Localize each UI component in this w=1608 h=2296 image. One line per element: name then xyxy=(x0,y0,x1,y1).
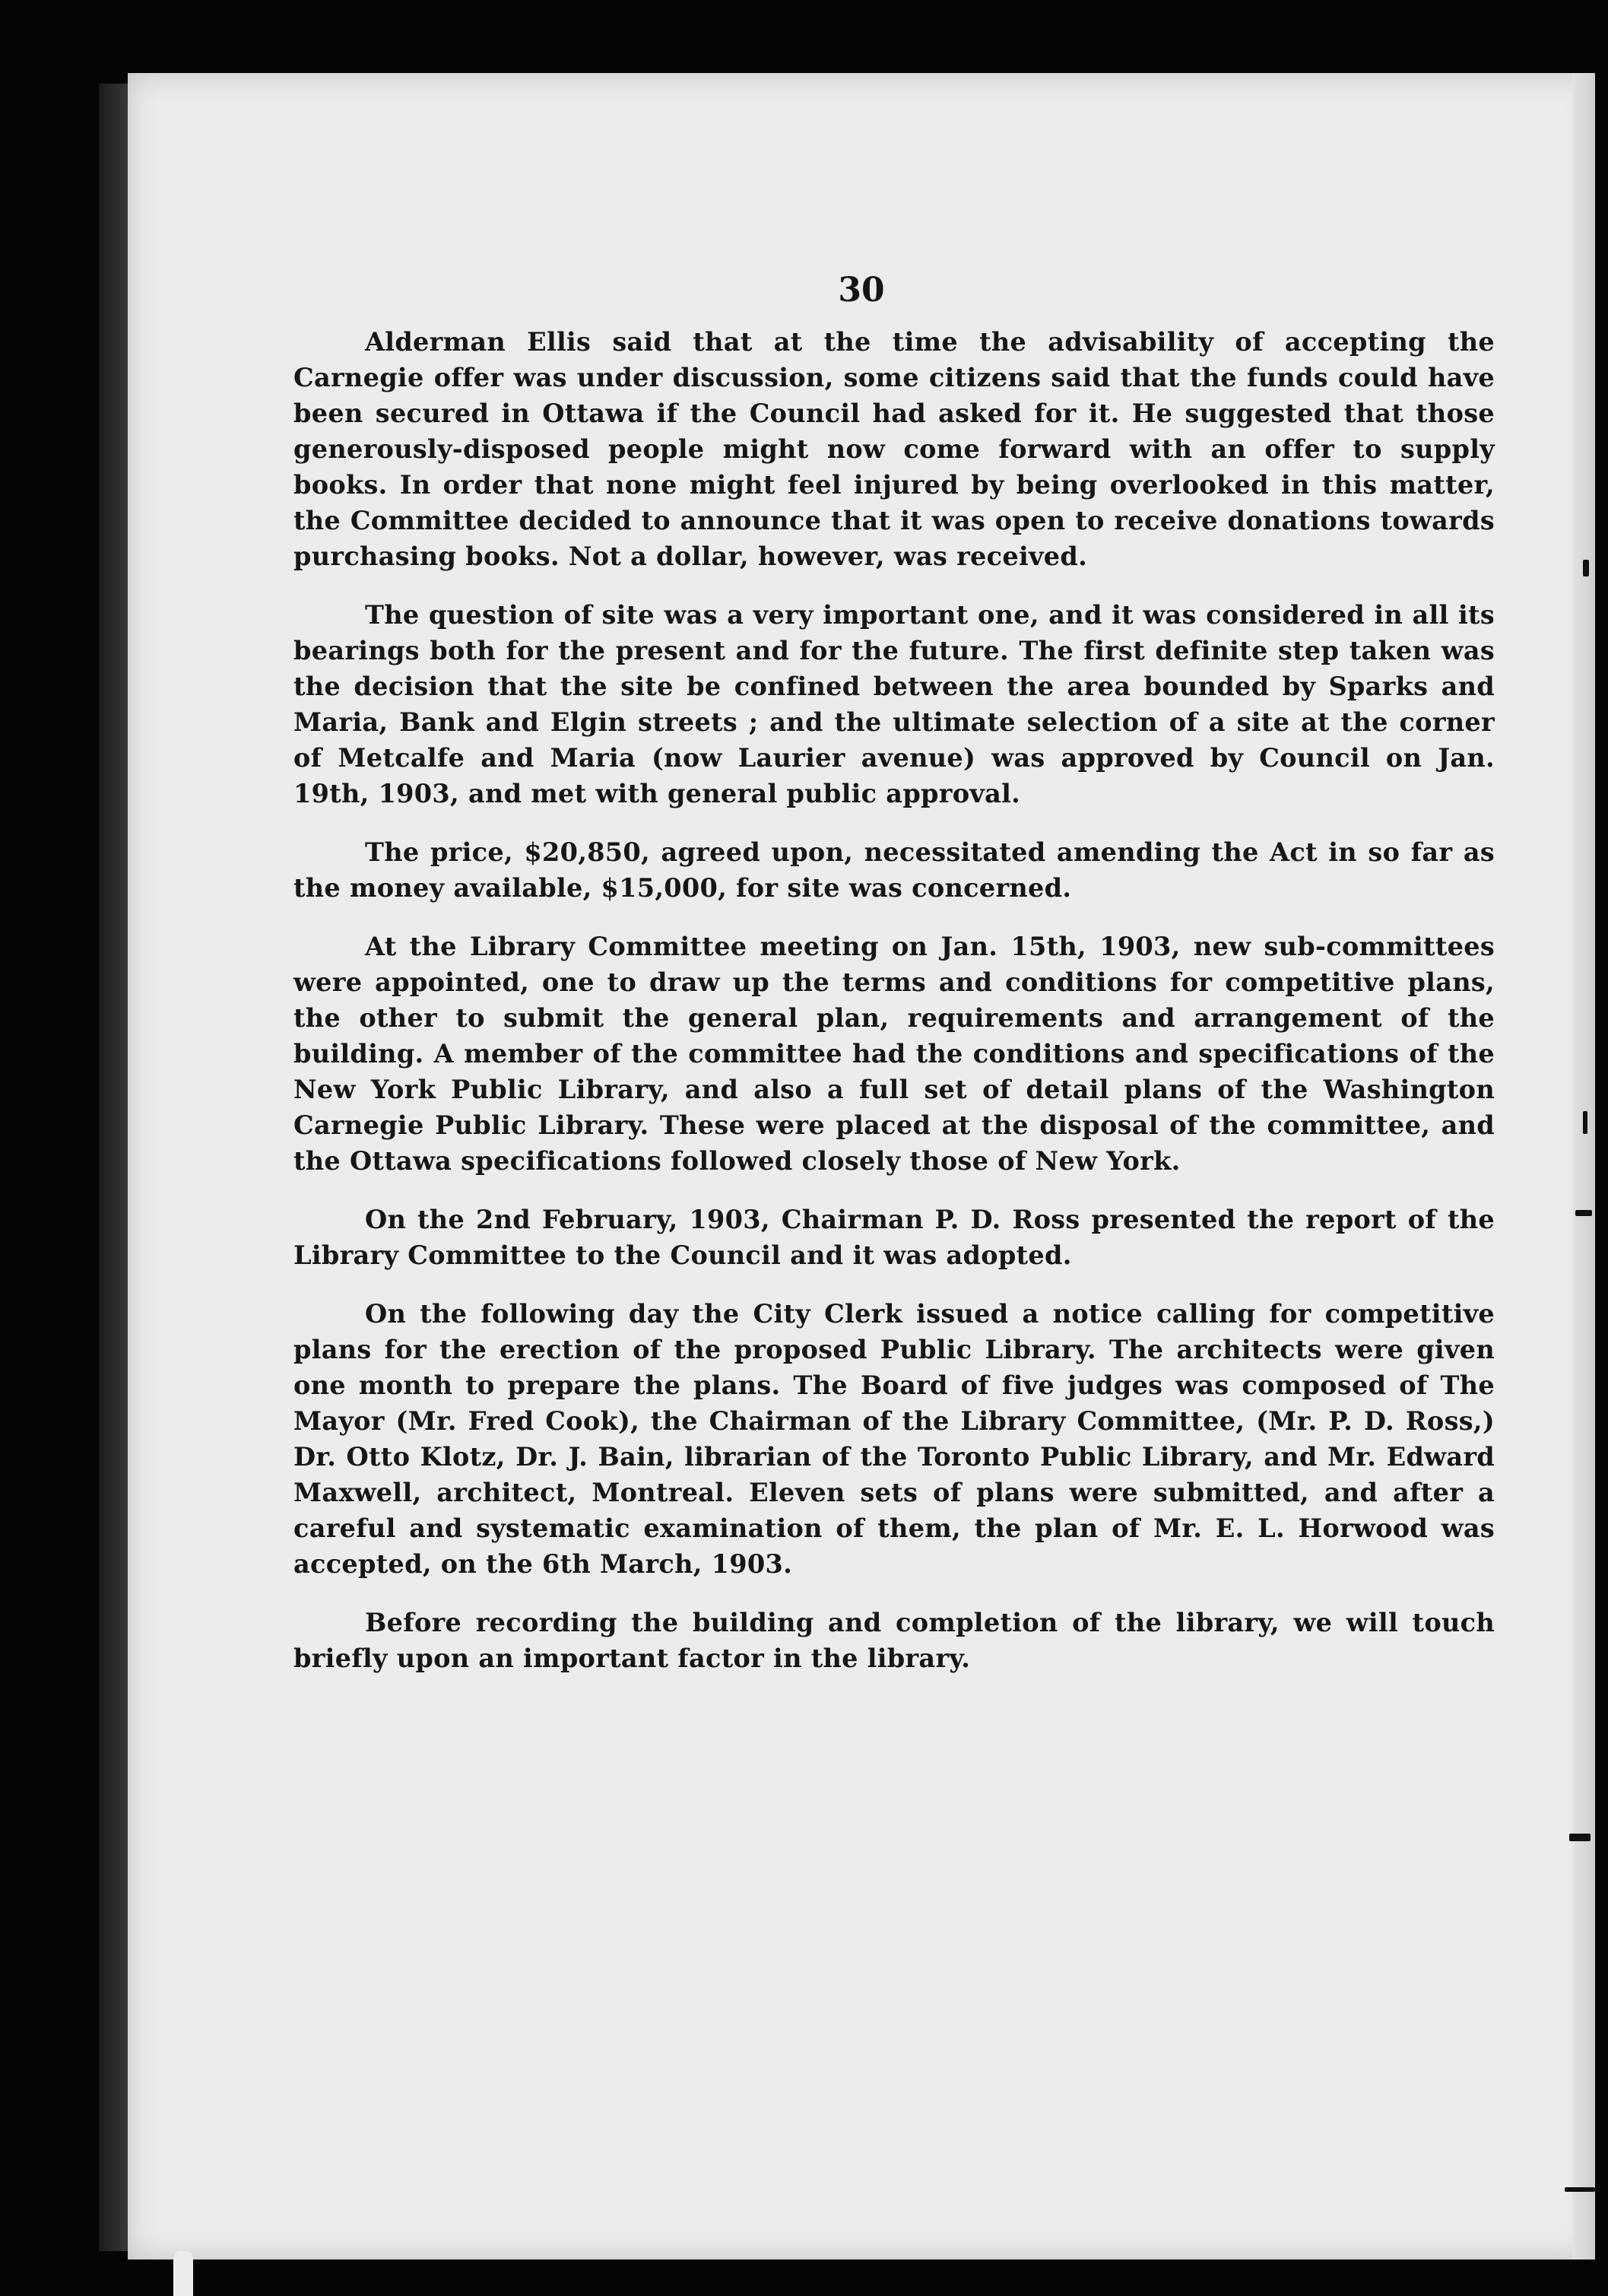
margin-speck xyxy=(1583,1111,1587,1134)
margin-speck xyxy=(1565,2187,1595,2192)
margin-speck xyxy=(1569,1834,1591,1841)
paragraph: Alderman Ellis said that at the time the advisability of accepting the Carnegie offer was under discussion, some citizens said that the funds could have been secured in Ottawa if the Council had asked for it. He suggested that those generously-disposed people might now come forward with an offer to supply books. In order that none might feel injured by being overlooked in this matter, the Committee decided to announce that it was open to receive donations towards purchasing books. Not a dollar, however, was received. xyxy=(293,327,1495,571)
paragraph: The price, $20,850, agreed upon, necessitated amending the Act in so far as the money available, $15,000, for site was concerned. xyxy=(293,837,1495,903)
margin-speck xyxy=(1583,560,1589,576)
paragraph: At the Library Committee meeting on Jan. 15th, 1903, new sub-committees were appointed, one to draw up the terms and conditions for competitive plans, the other to submit the general plan, requirements and arrangement of the building. A member of the committee had the conditions and specifications of the New York Public Library, and also a full set of detail plans of the Washington Carnegie Public Library. These were placed at the disposal of the committee, and the Ottawa specifications followed closely those of New York. xyxy=(293,932,1495,1176)
paragraph: On the 2nd February, 1903, Chairman P. D. Ross presented the report of the Library Committee to the Council and it was adopted. xyxy=(293,1205,1495,1270)
scan-artifact xyxy=(173,2251,193,2296)
page-right-edge xyxy=(1572,73,1595,2259)
paragraph: Before recording the building and completion of the library, we will touch briefly upon an important factor in the library. xyxy=(293,1608,1495,1673)
paragraph: On the following day the City Clerk issued a notice calling for competitive plans for the erection of the proposed Public Library. The architects were given one month to prepare the plans. The Board of five judges was composed of The Mayor (Mr. Fred Cook), the Chairman of the Library Committee, (Mr. P. D. Ross,) Dr. Otto Klotz, Dr. J. Bain, librarian of the Toronto Public Library, and Mr. Edward Maxwell, architect, Montreal. Eleven sets of plans were submitted, and after a careful and systematic examination of them, the plan of Mr. E. L. Horwood was accepted, on the 6th March, 1903. xyxy=(293,1299,1495,1579)
body-text xyxy=(293,324,1495,1699)
margin-speck xyxy=(1575,1210,1592,1216)
paragraph: The question of site was a very important one, and it was considered in all its bearings both for the present and for the future. The first definite step taken was the decision that the site be confined between the area bounded by Sparks and Maria, Bank and Elgin streets ; and the ultimate selection of a site at the corner of Metcalfe and Maria (now Laurier avenue) was approved by Council on Jan. 19th, 1903, and met with general public approval. xyxy=(293,600,1495,808)
page-binding-shadow xyxy=(99,84,129,2251)
page-number: 30 xyxy=(838,271,885,310)
document-page xyxy=(128,73,1595,2259)
